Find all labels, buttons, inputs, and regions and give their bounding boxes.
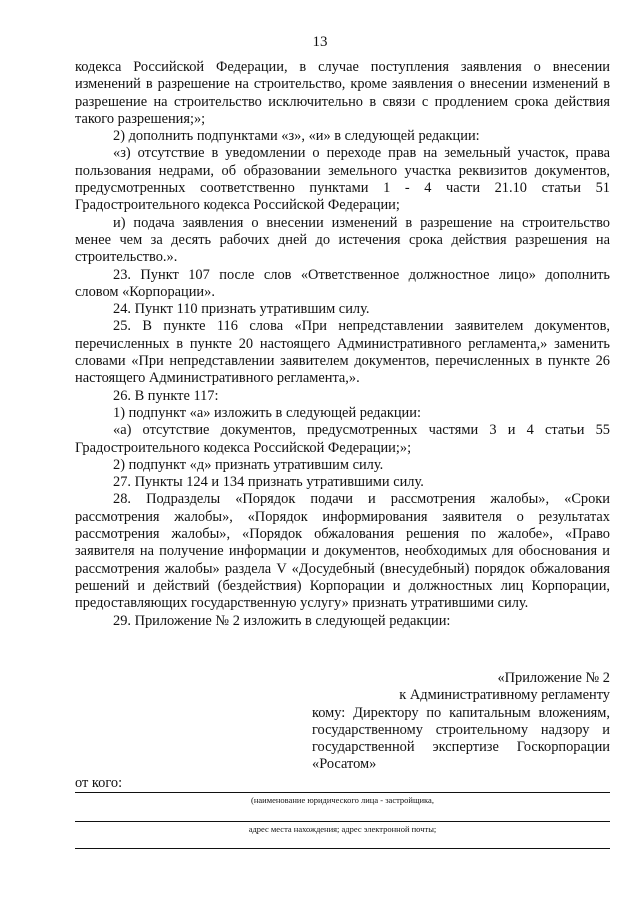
caption-name: (наименование юридического лица - застройщика, xyxy=(251,795,434,805)
caption-address: адрес места нахождения; адрес электронной почты; xyxy=(248,824,437,834)
paragraph: 1) подпункт «а» изложить в следующей редакции: xyxy=(113,404,421,421)
from-label: от кого: xyxy=(75,775,123,791)
page-number: 13 xyxy=(312,34,328,50)
paragraph: 27. Пункты 124 и 134 признать утратившими силу. xyxy=(113,474,424,491)
appendix-header xyxy=(312,670,610,774)
paragraph: «з) отсутствие в уведомлении о переходе прав на земельный участок, права пользования недрами, об образовании земельного участка реквизитов документов, предусмотренных соответственно пунктами 1 - 4 части 21.10 статьи 51 Градостроительного кодекса Российской Федерации; xyxy=(75,145,610,214)
paragraph: 2) дополнить подпунктами «з», «и» в следующей редакции: xyxy=(113,128,480,145)
paragraph: 23. Пункт 107 после слов «Ответственное должностное лицо» дополнить словом «Корпорации». xyxy=(75,266,610,300)
paragraph: 29. Приложение № 2 изложить в следующей редакции: xyxy=(113,612,451,629)
form-line-name xyxy=(75,792,610,793)
form-line-address xyxy=(75,821,610,822)
appendix-title: «Приложение № 2 xyxy=(497,670,610,686)
paragraph: 25. В пункте 116 слова «При непредставлении заявителем документов, перечисленных в пункте 20 настоящего Административного регламента,» заменить словами «При непредставлении заявителем документов, перечисленных в пункте 26 настоящего Административного регламента,». xyxy=(75,318,610,387)
paragraph: и) подача заявления о внесении изменений в разрешение на строительство менее чем за десять рабочих дней до истечения срока действия разрешения на строительство.». xyxy=(75,214,610,266)
paragraph: 24. Пункт 110 признать утратившим силу. xyxy=(113,301,370,318)
paragraph: 28. Подразделы «Порядок подачи и рассмотрения жалобы», «Сроки рассмотрения жалобы», «Порядок информирования заявителя о результатах рассмотрения жалобы», «Порядок обжалования решения по жалобе», «Право заявителя на получение информации и документов, необходимых для обоснования и рассмотрения жалобы» раздела V «Досудебный (внесудебный) порядок обжалования решений и действий (бездействия) Корпорации и должностных лиц Корпорации, предоставляющих государственную услугу» признать утратившими силу. xyxy=(75,491,610,612)
document-body xyxy=(75,59,610,630)
paragraph: 2) подпункт «д» признать утратившим силу. xyxy=(113,456,384,473)
appendix-subtitle: к Административному регламенту xyxy=(399,687,610,704)
paragraph: «а) отсутствие документов, предусмотренных частями 3 и 4 статьи 55 Градостроительного кодекса Российской Федерации;»; xyxy=(75,422,610,456)
paragraph: кодекса Российской Федерации, в случае поступления заявления о внесении изменений в разрешение на строительство, кроме заявления о внесении изменений в разрешение на строительство исключительно в связи с продлением срока действия такого разрешения;»; xyxy=(75,59,610,127)
paragraph: 26. В пункте 117: xyxy=(113,387,219,404)
appendix-addressee: кому: Директору по капитальным вложениям, государственному строительному надзору и государственной экспертизе Госкорпорации «Росатом» xyxy=(312,704,610,773)
form-line-extra xyxy=(75,848,610,849)
